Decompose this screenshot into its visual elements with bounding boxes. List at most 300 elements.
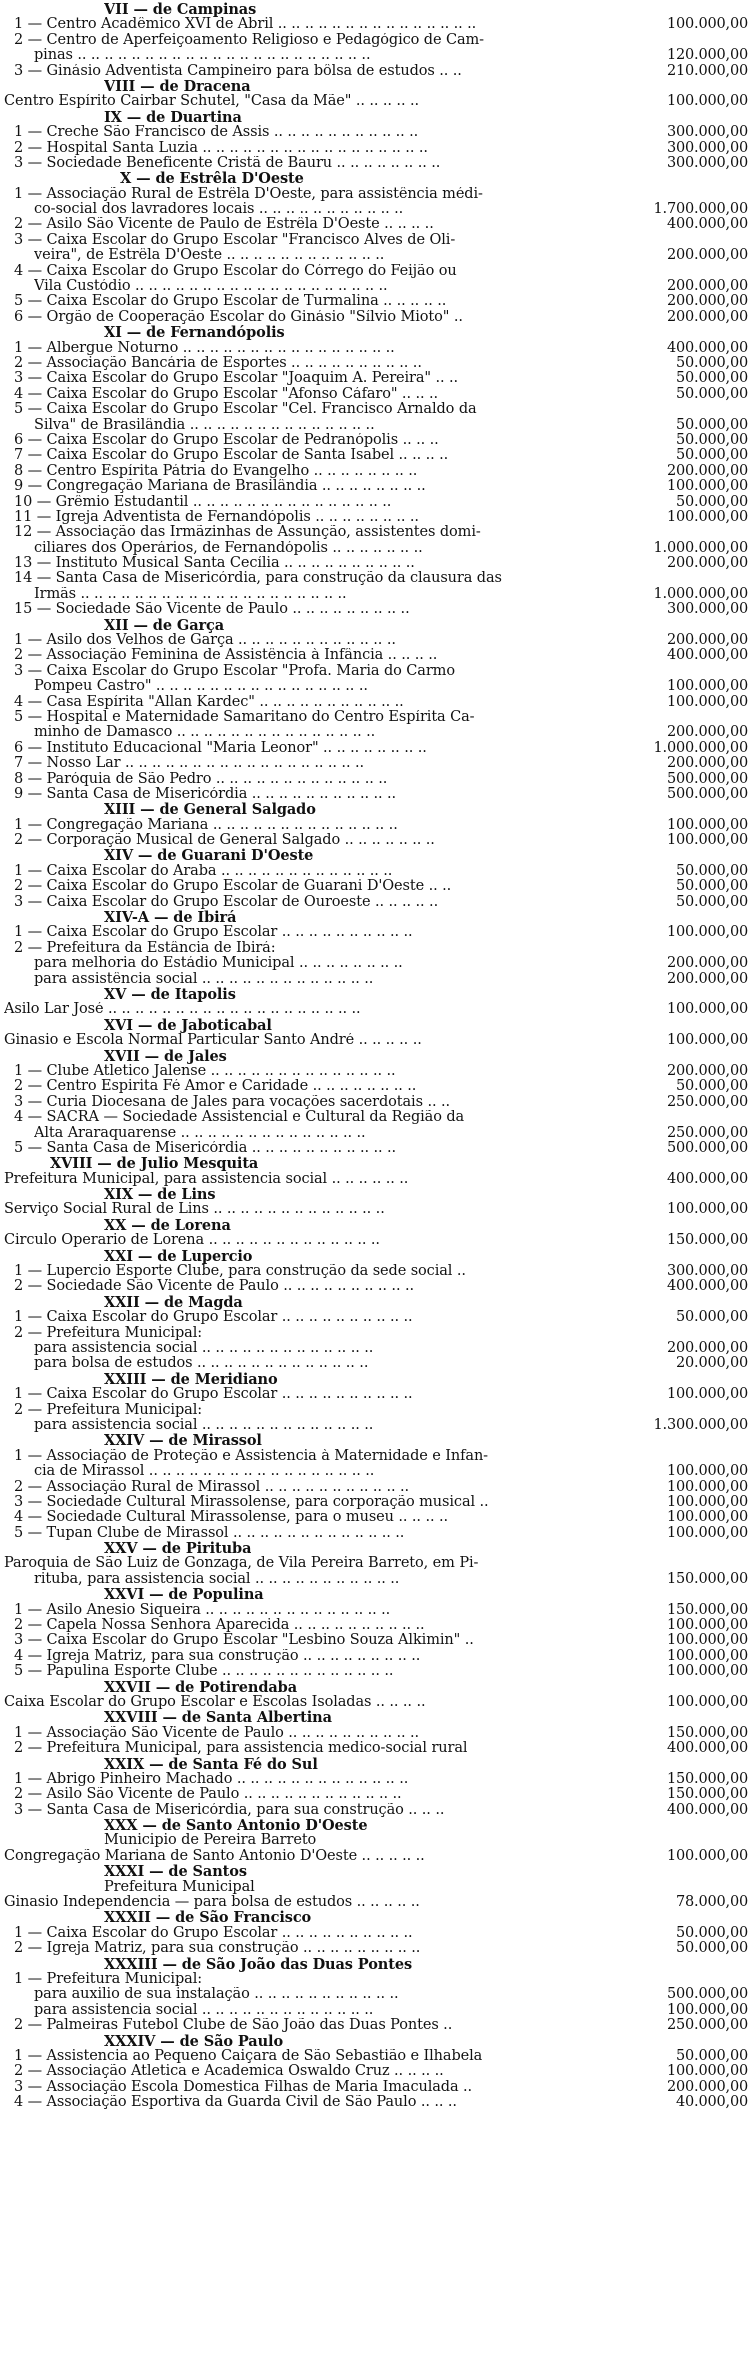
entry-text: 3 — Caixa Escolar do Grupo Escolar "Francisco Alves de Oli-	[14, 232, 456, 248]
entry-amount: 100.000,00	[666, 1464, 748, 1480]
entry-text: 1 — Congregação Mariana .. .. .. .. .. .. .. .. .. .. .. .. .. ..	[14, 817, 398, 833]
section-title: VIII — de Dracena	[104, 78, 251, 95]
entry-amount: 500.000,00	[666, 786, 748, 802]
entry-line	[4, 33, 748, 48]
entry-text: 2 — Prefeitura Municipal:	[14, 1402, 203, 1418]
entry-line	[4, 571, 748, 586]
entry-amount: 50.000,00	[676, 1925, 748, 1941]
entry-line	[4, 648, 748, 663]
entry-text: 2 — Corporação Musical de General Salgado .. .. .. .. .. .. ..	[14, 833, 435, 849]
entry-text: Prefeitura Municipal, para assistencia social .. .. .. .. .. ..	[4, 1171, 409, 1187]
entry-line	[4, 64, 748, 79]
entry-line	[4, 1095, 748, 1110]
section-heading	[4, 1156, 748, 1171]
entry-text: 4 — SACRA — Sociedade Assistencial e Cultural da Região da	[14, 1110, 465, 1126]
entry-line	[4, 402, 748, 417]
entry-amount: 400.000,00	[666, 1802, 748, 1818]
section-heading	[4, 1864, 748, 1879]
entry-line	[4, 1233, 748, 1248]
entry-amount: 500.000,00	[666, 771, 748, 787]
entry-amount: 120.000,00	[666, 48, 748, 64]
entry-text: 2 — Prefeitura Municipal, para assistencia medico-social rural	[14, 1741, 468, 1757]
entry-line	[4, 756, 748, 771]
section-title: XXXI — de Santos	[104, 1864, 247, 1880]
entry-line	[4, 2003, 748, 2018]
entry-text: 2 — Associação Rural de Mirassol .. .. .. .. .. .. .. .. .. .. ..	[14, 1479, 409, 1495]
entry-amount: 100.000,00	[666, 679, 748, 695]
entry-line	[4, 495, 748, 510]
entry-line	[4, 341, 748, 356]
entry-text: 9 — Congregação Mariana de Brasilândia .. .. .. .. .. .. .. ..	[14, 479, 426, 495]
entry-text: 3 — Santa Casa de Misericórdia, para sua construção .. .. ..	[14, 1802, 445, 1818]
entry-line	[4, 1064, 748, 1079]
entry-amount: 50.000,00	[676, 386, 748, 402]
entry-text: 4 — Igreja Matriz, para sua construção .. .. .. .. .. .. .. .. ..	[14, 1648, 421, 1664]
entry-line	[4, 741, 748, 756]
section-heading	[4, 1541, 748, 1556]
entry-text: Congregação Mariana de Santo Antonio D'Oeste .. .. .. .. ..	[4, 1848, 425, 1864]
entry-text: 1 — Albergue Noturno .. .. .. .. .. .. .. .. .. .. .. .. .. .. .. ..	[14, 340, 395, 356]
entry-line	[4, 1618, 748, 1633]
entry-amount: 100.000,00	[666, 1510, 748, 1526]
section-heading	[4, 2, 748, 17]
entry-line	[4, 1849, 748, 1864]
section-heading	[4, 848, 748, 863]
entry-text: 1 — Caixa Escolar do Araba .. .. .. .. .. .. .. .. .. .. .. .. ..	[14, 863, 393, 879]
section-title: VII — de Campinas	[104, 2, 257, 18]
entry-text: para auxilio de sua instalação .. .. .. .. .. .. .. .. .. .. ..	[34, 1987, 399, 2003]
entry-line	[4, 941, 748, 956]
entry-line	[4, 1695, 748, 1710]
entry-text: 3 — Caixa Escolar do Grupo Escolar "Profa. Maria do Carmo	[14, 663, 455, 679]
entry-amount: 100.000,00	[666, 2064, 748, 2080]
entry-text: Prefeitura Municipal	[104, 1879, 255, 1895]
section-heading	[4, 1757, 748, 1772]
entry-text: 3 — Ginásio Adventista Campineiro para bôlsa de estudos .. ..	[14, 63, 462, 79]
entry-text: 1 — Creche São Francisco de Assis .. .. .. .. .. .. .. .. .. .. ..	[14, 125, 419, 141]
entry-amount: 400.000,00	[666, 1171, 748, 1187]
entry-line	[4, 1202, 748, 1217]
entry-text: 7 — Nosso Lar .. .. .. .. .. .. .. .. .. .. .. .. .. .. .. .. .. ..	[14, 756, 364, 772]
section-heading	[4, 910, 748, 925]
entry-text: 2 — Prefeitura Municipal:	[14, 1325, 203, 1341]
entry-line	[4, 1941, 748, 1956]
entry-line	[4, 879, 748, 894]
entry-amount: 500.000,00	[666, 1987, 748, 2003]
entry-line	[4, 1603, 748, 1618]
entry-text: 3 — Caixa Escolar do Grupo Escolar "Lesbino Souza Alkimin" ..	[14, 1633, 474, 1649]
entry-line	[4, 125, 748, 140]
entry-amount: 100.000,00	[666, 2002, 748, 2018]
entry-amount: 150.000,00	[666, 1571, 748, 1587]
entry-line	[4, 448, 748, 463]
entry-text: 2 — Igreja Matriz, para sua construção .. .. .. .. .. .. .. .. ..	[14, 1941, 421, 1957]
entry-line	[4, 1356, 748, 1371]
entry-line	[4, 371, 748, 386]
entry-text: 2 — Capela Nossa Senhora Aparecida .. .. .. .. .. .. .. .. .. ..	[14, 1618, 425, 1634]
section-title: XXXIV — de São Paulo	[104, 2033, 284, 2049]
section-title: XV — de Itapolis	[104, 987, 236, 1003]
entry-text: Centro Espírito Cairbar Schutel, "Casa da Mãe" .. .. .. .. ..	[4, 94, 419, 110]
entry-text: Municipio de Pereira Barreto	[104, 1833, 317, 1849]
section-heading	[4, 2034, 748, 2049]
entry-amount: 100.000,00	[666, 1664, 748, 1680]
section-title: XII — de Garça	[104, 617, 225, 634]
entry-line	[4, 895, 748, 910]
section-title: XX — de Lorena	[104, 1217, 231, 1234]
entry-amount: 50.000,00	[676, 894, 748, 910]
entry-amount: 1.000.000,00	[653, 586, 748, 602]
entry-amount: 200.000,00	[666, 2079, 748, 2095]
entry-text: 11 — Igreja Adventista de Fernandópolis .. .. .. .. .. .. .. ..	[14, 509, 419, 525]
entry-amount: 210.000,00	[666, 63, 748, 79]
section-title: XIV-A — de Ibirá	[104, 910, 237, 926]
entry-text: 5 — Papulina Esporte Clube .. .. .. .. .. .. .. .. .. .. .. .. ..	[14, 1664, 394, 1680]
entry-amount: 200.000,00	[666, 725, 748, 741]
entry-text: 13 — Instituto Musical Santa Cecília .. .. .. .. .. .. .. .. .. ..	[14, 556, 415, 572]
entry-amount: 100.000,00	[666, 833, 748, 849]
section-heading	[4, 1710, 748, 1725]
entry-amount: 300.000,00	[666, 1264, 748, 1280]
entry-amount: 100.000,00	[666, 1202, 748, 1218]
entry-text: rituba, para assistencia social .. .. .. .. .. .. .. .. .. .. ..	[34, 1571, 400, 1587]
entry-text: 8 — Paróquia de São Pedro .. .. .. .. .. .. .. .. .. .. .. .. ..	[14, 771, 388, 787]
entry-amount: 100.000,00	[666, 1002, 748, 1018]
entry-amount: 150.000,00	[666, 1771, 748, 1787]
section-heading	[4, 325, 748, 340]
entry-text: 2 — Asilo São Vicente de Paulo de Estrêla D'Oeste .. .. .. ..	[14, 217, 434, 233]
entry-line	[4, 202, 748, 217]
section-heading	[4, 1187, 748, 1202]
entry-text: 1 — Associação São Vicente de Paulo .. .. .. .. .. .. .. .. .. ..	[14, 1725, 420, 1741]
entry-text: 5 — Caixa Escolar do Grupo Escolar de Turmalina .. .. .. .. ..	[14, 294, 447, 310]
entry-text: 3 — Caixa Escolar do Grupo Escolar "Joaquim A. Pereira" .. ..	[14, 371, 459, 387]
entry-line	[4, 1833, 748, 1848]
entry-amount: 50.000,00	[676, 1941, 748, 1957]
entry-text: pinas .. .. .. .. .. .. .. .. .. .. .. .. .. .. .. .. .. .. .. .. .. ..	[34, 48, 371, 64]
entry-text: para assistencia social .. .. .. .. .. .. .. .. .. .. .. .. ..	[34, 1340, 374, 1356]
entry-amount: 150.000,00	[666, 1602, 748, 1618]
entry-line	[4, 1987, 748, 2002]
entry-line	[4, 1449, 748, 1464]
entry-line	[4, 248, 748, 263]
entry-text: para melhoria do Estádio Municipal .. .. .. .. .. .. .. ..	[34, 956, 403, 972]
entry-text: 5 — Hospital e Maternidade Samaritano do Centro Espírita Ca-	[14, 709, 475, 725]
entry-amount: 400.000,00	[666, 340, 748, 356]
entry-amount: 400.000,00	[666, 648, 748, 664]
entry-amount: 50.000,00	[676, 1310, 748, 1326]
entry-text: 4 — Associação Esportiva da Guarda Civil de São Paulo .. .. ..	[14, 2095, 457, 2111]
section-heading	[4, 1818, 748, 1833]
section-title: XVIII — de Julio Mesquita	[50, 1156, 259, 1172]
entry-text: 1 — Prefeitura Municipal:	[14, 1972, 203, 1987]
entry-text: 4 — Caixa Escolar do Grupo Escolar do Córrego do Feijão ou	[14, 263, 457, 279]
entry-amount: 150.000,00	[666, 1787, 748, 1803]
entry-line	[4, 233, 748, 248]
section-title: XVI — de Jaboticabal	[104, 1017, 272, 1034]
entry-line	[4, 1803, 748, 1818]
entry-line	[4, 1264, 748, 1279]
entry-text: 7 — Caixa Escolar do Grupo Escolar de Santa Isabel .. .. .. ..	[14, 448, 449, 464]
section-title: XXXII — de São Francisco	[104, 1910, 312, 1926]
section-title: XIV — de Guarani D'Oeste	[104, 848, 314, 864]
entry-text: 12 — Associação das Irmãzinhas de Assunção, assistentes domi-	[14, 525, 481, 541]
entry-line	[4, 1110, 748, 1125]
entry-amount: 200.000,00	[666, 633, 748, 649]
entry-text: 2 — Associação Feminina de Assistência à Infância .. .. .. ..	[14, 648, 438, 664]
entry-amount: 100.000,00	[666, 1648, 748, 1664]
entry-line	[4, 1079, 748, 1094]
section-title: XXIII — de Meridiano	[104, 1371, 278, 1388]
section-title: XXIV — de Mirassol	[104, 1433, 262, 1449]
entry-text: 5 — Santa Casa de Misericórdia .. .. .. .. .. .. .. .. .. .. ..	[14, 1140, 397, 1156]
entry-text: 1 — Associação de Proteção e Assistencia à Maternidade e Infan-	[14, 1448, 488, 1464]
entry-line	[4, 279, 748, 294]
entry-line	[4, 833, 748, 848]
section-heading	[4, 1910, 748, 1925]
entry-line	[4, 1726, 748, 1741]
entry-line	[4, 141, 748, 156]
entry-line	[4, 633, 748, 648]
entry-line	[4, 1741, 748, 1756]
entry-line	[4, 1787, 748, 1802]
entry-amount: 100.000,00	[666, 1694, 748, 1710]
entry-line	[4, 818, 748, 833]
section-title: XXX — de Santo Antonio D'Oeste	[104, 1818, 368, 1834]
entry-amount: 300.000,00	[666, 140, 748, 156]
entry-line	[4, 925, 748, 940]
entry-amount: 50.000,00	[676, 417, 748, 433]
entry-text: 15 — Sociedade São Vicente de Paulo .. .. .. .. .. .. .. .. ..	[14, 602, 410, 618]
entry-amount: 50.000,00	[676, 448, 748, 464]
entry-amount: 50.000,00	[676, 879, 748, 895]
entry-text: 2 — Sociedade São Vicente de Paulo .. .. .. .. .. .. .. .. .. ..	[14, 1279, 414, 1295]
entry-text: 2 — Associação Atletica e Academica Oswaldo Cruz .. .. .. ..	[14, 2064, 444, 2080]
entry-text: 3 — Associação Escola Domestica Filhas de Maria Imaculada ..	[14, 2079, 473, 2095]
entry-amount: 50.000,00	[676, 1079, 748, 1095]
section-heading	[4, 1018, 748, 1033]
entry-amount: 100.000,00	[666, 94, 748, 110]
entry-amount: 100.000,00	[666, 17, 748, 33]
entry-text: 3 — Sociedade Cultural Mirassolense, para corporação musical ..	[14, 1494, 489, 1510]
section-title: XXV — de Pirituba	[104, 1541, 252, 1557]
entry-text: 1 — Caixa Escolar do Grupo Escolar .. .. .. .. .. .. .. .. .. ..	[14, 925, 413, 941]
section-heading	[4, 171, 748, 186]
entry-line	[4, 1418, 748, 1433]
entry-text: Silva" de Brasilândia .. .. .. .. .. .. .. .. .. .. .. .. .. ..	[34, 417, 375, 433]
entry-text: ciliares dos Operários, de Fernandópolis .. .. .. .. .. .. ..	[34, 540, 423, 556]
entry-line	[4, 2080, 748, 2095]
entry-text: 1 — Assistencia ao Pequeno Caiçara de São Sebastião e Ilhabela	[14, 2048, 483, 2064]
entry-line	[4, 664, 748, 679]
entry-amount: 100.000,00	[666, 1479, 748, 1495]
entry-text: Ginasio Independencia — para bolsa de estudos .. .. .. .. ..	[4, 1895, 420, 1911]
entry-text: Pompeu Castro" .. .. .. .. .. .. .. .. .. .. .. .. .. .. .. ..	[34, 679, 368, 695]
entry-text: 4 — Caixa Escolar do Grupo Escolar "Afonso Cáfaro" .. .. ..	[14, 386, 439, 402]
entry-text: 5 — Caixa Escolar do Grupo Escolar "Cel. Francisco Arnaldo da	[14, 402, 477, 418]
entry-text: para bolsa de estudos .. .. .. .. .. .. .. .. .. .. .. .. ..	[34, 1356, 369, 1372]
entry-amount: 400.000,00	[666, 1279, 748, 1295]
entry-line	[4, 1310, 748, 1325]
entry-text: 3 — Caixa Escolar do Grupo Escolar de Ouroeste .. .. .. .. ..	[14, 894, 439, 910]
entry-text: Paroquia de São Luiz de Gonzaga, de Vila Pereira Barreto, em Pi-	[4, 1556, 479, 1572]
entry-line	[4, 1633, 748, 1648]
section-title: XXXIII — de São João das Duas Pontes	[104, 1956, 413, 1972]
entry-text: 2 — Hospital Santa Luzia .. .. .. .. .. .. .. .. .. .. .. .. .. .. .. .. ..	[14, 140, 428, 156]
entry-amount: 500.000,00	[666, 1140, 748, 1156]
entry-text: Caixa Escolar do Grupo Escolar e Escolas Isoladas .. .. .. ..	[4, 1694, 426, 1710]
entry-line	[4, 294, 748, 309]
entry-text: Alta Araraquarense .. .. .. .. .. .. .. .. .. .. .. .. .. ..	[34, 1125, 366, 1141]
entry-text: veira", de Estrêla D'Oeste .. .. .. .. .. .. .. .. .. .. .. ..	[34, 248, 385, 264]
section-heading	[4, 1587, 748, 1602]
section-heading	[4, 987, 748, 1002]
entry-line	[4, 1926, 748, 1941]
entry-line	[4, 17, 748, 32]
entry-amount: 100.000,00	[666, 479, 748, 495]
entry-text: 2 — Centro Espirita Fé Amor e Caridade .. .. .. .. .. .. .. ..	[14, 1079, 417, 1095]
entry-amount: 150.000,00	[666, 1725, 748, 1741]
entry-line	[4, 525, 748, 540]
entry-text: 10 — Grêmio Estudantil .. .. .. .. .. .. .. .. .. .. .. .. .. .. ..	[14, 494, 392, 510]
entry-amount: 20.000,00	[676, 1356, 748, 1372]
entry-text: 2 — Asilo São Vicente de Paulo .. .. .. .. .. .. .. .. .. .. .. ..	[14, 1787, 402, 1803]
entry-text: Asilo Lar José .. .. .. .. .. .. .. .. .. .. .. .. .. .. .. .. .. .. ..	[4, 1002, 361, 1018]
entry-text: Ginasio e Escola Normal Particular Santo André .. .. .. .. ..	[4, 1033, 422, 1049]
entry-amount: 200.000,00	[666, 309, 748, 325]
entry-line	[4, 1403, 748, 1418]
entry-line	[4, 510, 748, 525]
entry-line	[4, 710, 748, 725]
entry-amount: 300.000,00	[666, 602, 748, 618]
entry-text: 3 — Sociedade Beneficente Cristã de Bauru .. .. .. .. .. .. .. ..	[14, 155, 441, 171]
entry-line	[4, 418, 748, 433]
entry-amount: 400.000,00	[666, 1741, 748, 1757]
entry-text: 2 — Centro de Aperfeiçoamento Religioso e Pedagógico de Cam-	[14, 32, 484, 48]
entry-amount: 50.000,00	[676, 432, 748, 448]
entry-line	[4, 94, 748, 109]
entry-amount: 200.000,00	[666, 756, 748, 772]
entry-line	[4, 695, 748, 710]
section-heading	[4, 1295, 748, 1310]
section-title: XXII — de Magda	[104, 1294, 243, 1311]
entry-amount: 200.000,00	[666, 1063, 748, 1079]
entry-amount: 100.000,00	[666, 1494, 748, 1510]
entry-amount: 200.000,00	[666, 279, 748, 295]
entry-line	[4, 1033, 748, 1048]
entry-line	[4, 264, 748, 279]
entry-line	[4, 1664, 748, 1679]
entry-text: cia de Mirassol .. .. .. .. .. .. .. .. .. .. .. .. .. .. .. .. ..	[34, 1464, 375, 1480]
entry-text: 2 — Caixa Escolar do Grupo Escolar de Guarani D'Oeste .. ..	[14, 879, 452, 895]
entry-line	[4, 1649, 748, 1664]
entry-amount: 300.000,00	[666, 125, 748, 141]
entry-amount: 200.000,00	[666, 556, 748, 572]
section-title: XXVIII — de Santa Albertina	[104, 1710, 332, 1726]
entry-line	[4, 187, 748, 202]
entry-amount: 200.000,00	[666, 248, 748, 264]
entry-text: Serviço Social Rural de Lins .. .. .. .. .. .. .. .. .. .. .. .. ..	[4, 1202, 385, 1218]
entry-line	[4, 156, 748, 171]
section-title: XXVI — de Populina	[104, 1587, 264, 1603]
entry-amount: 100.000,00	[666, 817, 748, 833]
section-title: XXVII — de Potirendaba	[104, 1679, 297, 1695]
entry-line	[4, 864, 748, 879]
entry-line	[4, 1387, 748, 1402]
entry-line	[4, 1480, 748, 1495]
section-heading	[4, 79, 748, 94]
entry-line	[4, 1141, 748, 1156]
entry-text: 4 — Casa Espírita "Allan Kardec" .. .. .. .. .. .. .. .. .. .. ..	[14, 694, 404, 710]
entry-line	[4, 310, 748, 325]
section-title: IX — de Duartina	[104, 109, 242, 126]
entry-line	[4, 479, 748, 494]
entry-line	[4, 2049, 748, 2064]
entry-amount: 50.000,00	[676, 355, 748, 371]
entry-line	[4, 2018, 748, 2033]
entry-line	[4, 1464, 748, 1479]
entry-line	[4, 1895, 748, 1910]
entry-line	[4, 1772, 748, 1787]
entry-line	[4, 1126, 748, 1141]
entry-amount: 100.000,00	[666, 1033, 748, 1049]
entry-amount: 50.000,00	[676, 863, 748, 879]
entry-text: 9 — Santa Casa de Misericórdia .. .. .. .. .. .. .. .. .. .. ..	[14, 786, 397, 802]
entry-text: para assistencia social .. .. .. .. .. .. .. .. .. .. .. .. ..	[34, 2002, 374, 2018]
entry-line	[4, 356, 748, 371]
entry-line	[4, 387, 748, 402]
entry-text: 1 — Clube Atletico Jalense .. .. .. .. .. .. .. .. .. .. .. .. .. ..	[14, 1063, 396, 1079]
entry-text: 1 — Centro Acadêmico XVI de Abril .. .. .. .. .. .. .. .. .. .. .. .. .. .. ..	[14, 17, 477, 33]
entry-text: para assistencia social .. .. .. .. .. .. .. .. .. .. .. .. ..	[34, 1417, 374, 1433]
entry-amount: 200.000,00	[666, 294, 748, 310]
entry-line	[4, 217, 748, 232]
section-title: XIX — de Lins	[104, 1187, 216, 1203]
entry-line	[4, 1510, 748, 1525]
entry-line	[4, 2095, 748, 2110]
section-heading	[4, 1433, 748, 1448]
entry-line	[4, 725, 748, 740]
entry-amount: 250.000,00	[666, 1125, 748, 1141]
entry-line	[4, 587, 748, 602]
entry-line	[4, 1572, 748, 1587]
entry-line	[4, 1002, 748, 1017]
entry-text: minho de Damasco .. .. .. .. .. .. .. .. .. .. .. .. .. .. ..	[34, 725, 376, 741]
section-title: X — de Estrêla D'Oeste	[120, 171, 304, 187]
entry-amount: 250.000,00	[666, 1094, 748, 1110]
entry-amount: 250.000,00	[666, 2018, 748, 2034]
entry-line	[4, 1326, 748, 1341]
entry-text: Irmãs .. .. .. .. .. .. .. .. .. .. .. .. .. .. .. .. .. .. .. ..	[34, 586, 347, 602]
entry-line	[4, 1341, 748, 1356]
section-title: XXI — de Lupercio	[104, 1248, 253, 1265]
section-heading	[4, 1957, 748, 1972]
entry-amount: 40.000,00	[676, 2095, 748, 2111]
entry-amount: 100.000,00	[666, 1387, 748, 1403]
entry-text: co-social dos lavradores locais .. .. .. .. .. .. .. .. .. .. ..	[34, 202, 404, 218]
section-title: XIII — de General Salgado	[104, 802, 316, 818]
section-heading	[4, 1249, 748, 1264]
entry-text: Circulo Operario de Lorena .. .. .. .. .. .. .. .. .. .. .. .. ..	[4, 1233, 380, 1249]
section-title: XI — de Fernandópolis	[104, 325, 285, 341]
entry-amount: 1.000.000,00	[653, 740, 748, 756]
entry-text: 1 — Caixa Escolar do Grupo Escolar .. .. .. .. .. .. .. .. .. ..	[14, 1310, 413, 1326]
entry-line	[4, 1880, 748, 1895]
entry-line	[4, 556, 748, 571]
section-heading	[4, 1372, 748, 1387]
entry-amount: 78.000,00	[676, 1895, 748, 1911]
section-title: XXIX — de Santa Fé do Sul	[104, 1756, 318, 1772]
